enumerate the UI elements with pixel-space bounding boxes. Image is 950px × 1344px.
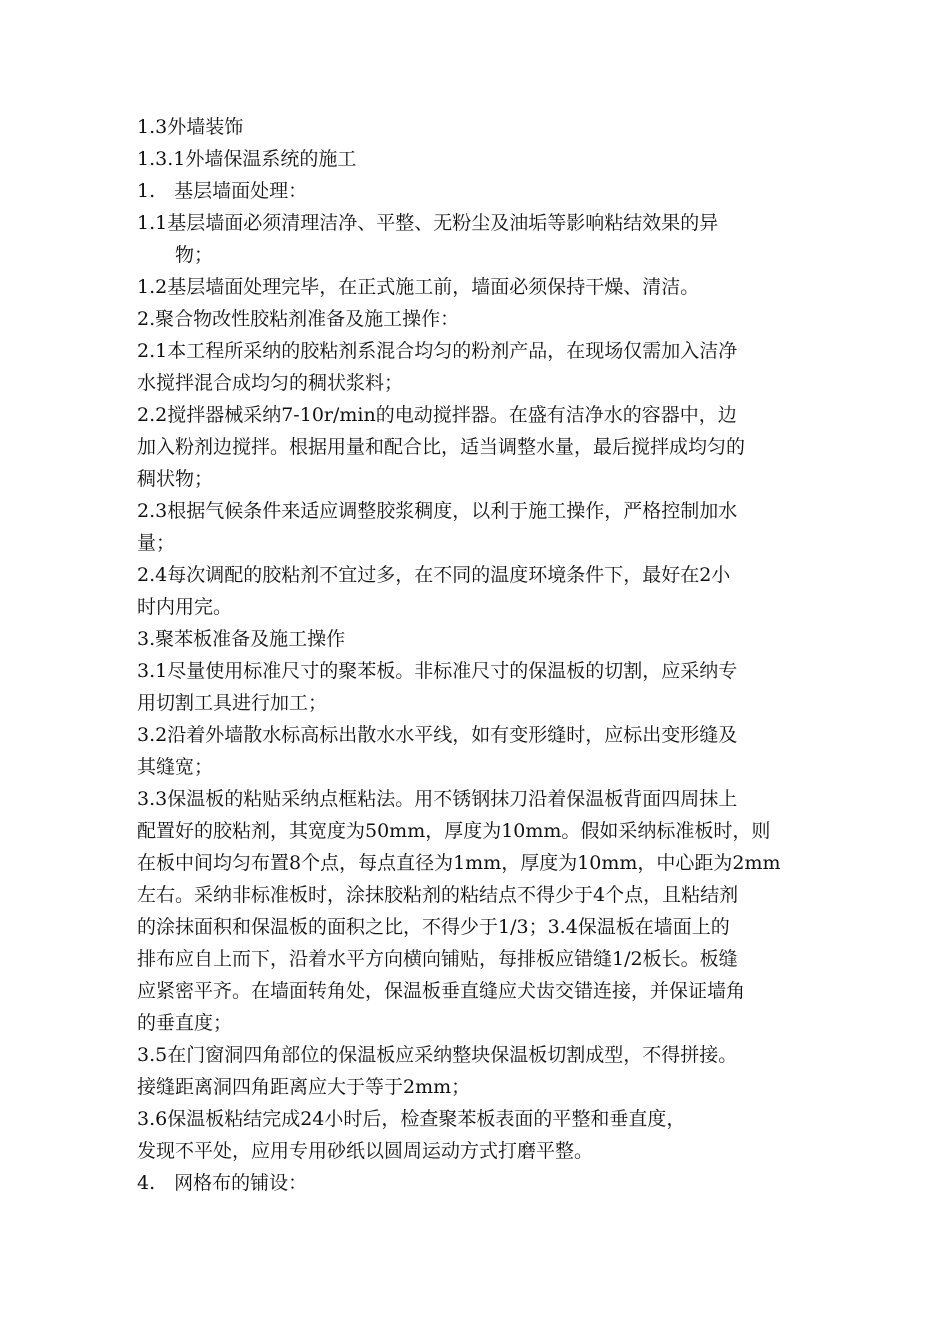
item-heading: 2.聚合物改性胶粘剂准备及施工操作： [137,308,460,330]
text-line: 量； [137,532,176,554]
text-line: 应紧密平齐。在墙面转角处，保温板垂直缝应犬齿交错连接，并保证墙角 [137,980,746,1002]
text-line: 的涂抹面积和保温板的面积之比，不得少于1/3；3.4保温板在墙面上的 [137,916,730,938]
text-line: 接缝距离洞四角距离应大于等于2mm； [137,1076,471,1098]
item-heading: 4. 网格布的铺设： [137,1172,308,1194]
text-line: 发现不平处，应用专用砂纸以圆周运动方式打磨平整。 [137,1140,594,1162]
text-line: 水搅拌混合成均匀的稠状浆料； [137,372,404,394]
text-line: 2.4每次调配的胶粘剂不宜过多，在不同的温度环境条件下，最好在2小 [137,564,731,586]
text-line: 左右。采纳非标准板时，涂抹胶粘剂的粘结点不得少于4个点，且粘结剂 [137,884,739,906]
document-body [137,111,827,1199]
item-heading: 3.聚苯板准备及施工操作 [137,628,346,650]
text-line: 的垂直度； [137,1012,233,1034]
text-line: 1.1基层墙面必须清理洁净、平整、无粉尘及油垢等影响粘结效果的异 [137,212,719,234]
text-line: 3.1尽量使用标准尺寸的聚苯板。非标准尺寸的保温板的切割，应采纳专 [137,660,738,682]
subsection-heading: 1.3.1外墙保温系统的施工 [137,148,357,170]
item-heading: 1. 基层墙面处理： [137,180,308,202]
text-line: 3.3保温板的粘贴采纳点框粘法。用不锈钢抹刀沿着保温板背面四周抹上 [137,788,738,810]
text-line: 加入粉剂边搅拌。根据用量和配合比，适当调整水量，最后搅拌成均匀的 [137,436,746,458]
text-line: 稠状物； [137,468,214,490]
text-line: 2.2搅拌器械采纳7-10r/min的电动搅拌器。在盛有洁净水的容器中，边 [137,404,737,426]
text-line: 3.2沿着外墙散水标高标出散水水平线，如有变形缝时，应标出变形缝及 [137,724,738,746]
text-line: 排布应自上而下，沿着水平方向横向铺贴，每排板应错缝1/2板长。板缝 [137,948,738,970]
text-line: 1.2基层墙面处理完毕，在正式施工前，墙面必须保持干燥、清洁。 [137,276,700,298]
text-line: 3.5在门窗洞四角部位的保温板应采纳整块保温板切割成型，不得拼接。 [137,1044,738,1066]
text-line: 3.6保温板粘结完成24小时后，检查聚苯板表面的平整和垂直度， [137,1108,686,1130]
text-line: 2.3根据气候条件来适应调整胶浆稠度，以利于施工操作，严格控制加水 [137,500,738,522]
text-line: 时内用完。 [137,596,233,618]
section-heading: 1.3外墙装饰 [137,116,244,138]
text-line: 用切割工具进行加工； [137,692,328,714]
text-line: 配置好的胶粘剂，其宽度为50mm，厚度为10mm。假如采纳标准板时，则 [137,820,771,842]
text-line: 在板中间均匀布置8个点，每点直径为1mm，厚度为10mm，中心距为2mm [137,852,781,874]
text-line: 2.1本工程所采纳的胶粘剂系混合均匀的粉剂产品，在现场仅需加入洁净 [137,340,738,362]
text-line: 物； [175,244,214,266]
text-line: 其缝宽； [137,756,214,778]
